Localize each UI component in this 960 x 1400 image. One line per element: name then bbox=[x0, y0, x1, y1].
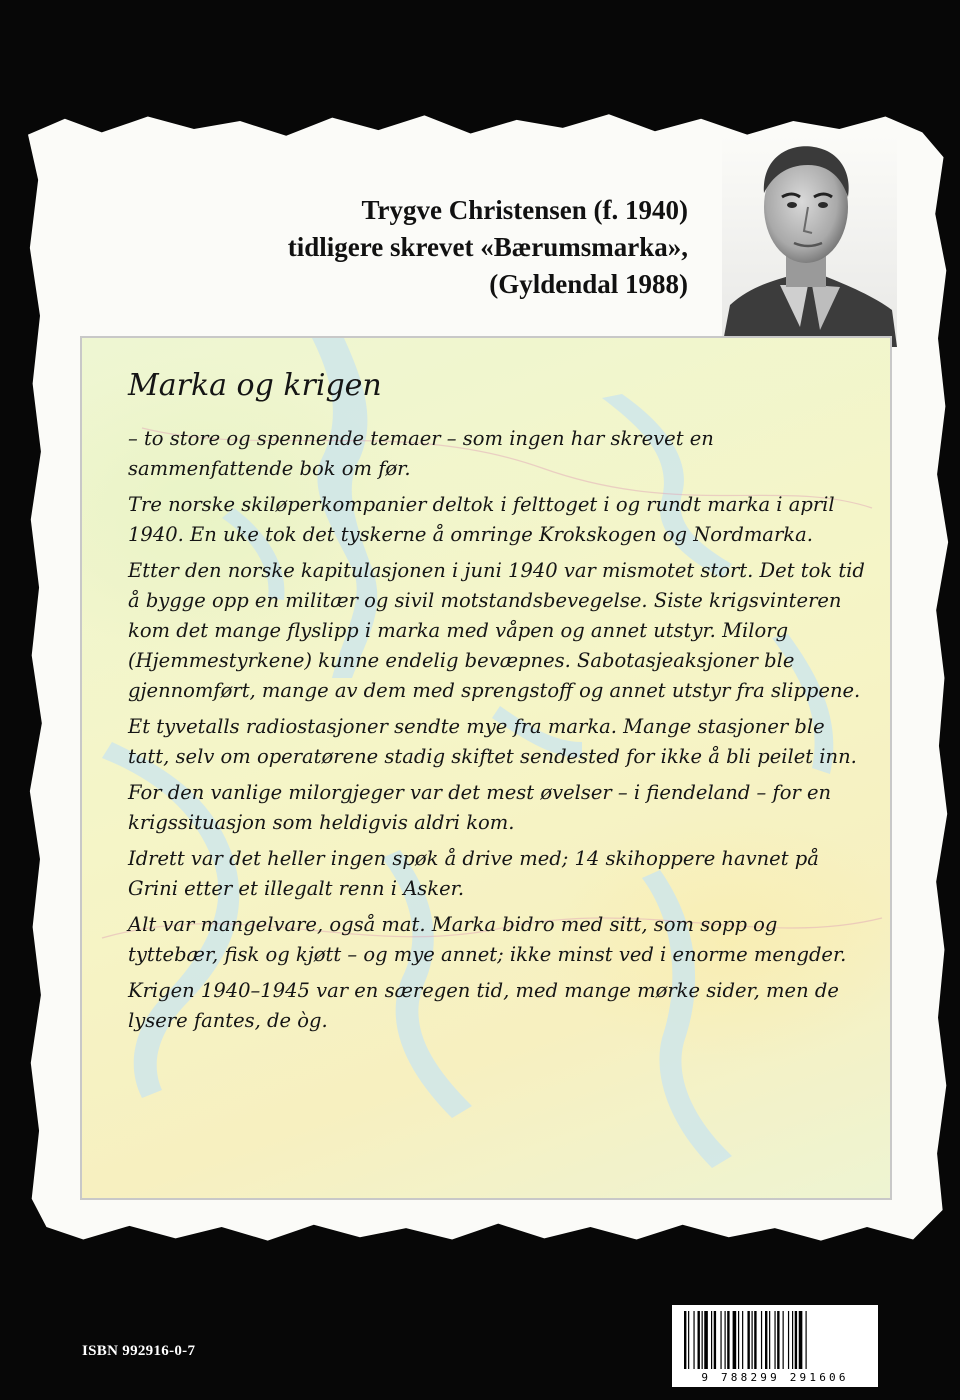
blurb-paragraph-4: Et tyvetalls radiostasjoner sendte mye fra marka. Mange stasjoner ble tatt, selv om operatørene stadig skiftet sendested for ikke å bli peilet inn. bbox=[128, 715, 857, 768]
author-line-previous-work: tidligere skrevet «Bærumsmarka», bbox=[287, 232, 688, 262]
blurb-paragraph-2: Tre norske skiløperkompanier deltok i felttoget i og rundt marka i april 1940. En uke tok det tyskerne å omringe Krokskogen og Nordmarka. bbox=[128, 493, 835, 546]
barcode-digits: 9 788299 291606 bbox=[701, 1371, 849, 1384]
blurb-text bbox=[128, 366, 868, 1042]
blurb-paragraph-1: – to store og spennende temaer – som ingen har skrevet en sammenfattende bok om før. bbox=[128, 427, 714, 480]
blurb-heading: Marka og krigen bbox=[128, 368, 382, 403]
blurb-paragraph-3: Etter den norske kapitulasjonen i juni 1940 var mismotet stort. Det tok tid å bygge opp en militær og sivil motstandsbevegelse. Siste krigsvinteren kom det mange flyslipp i marka med våpen og annet utstyr. Milorg (Hjemmestyrkene) kunne endelig bevæpnes. Sabotasjeaksjoner ble gjennomført, mange av dem med sprengstoff og annet utstyr fra slippene. bbox=[128, 559, 865, 702]
author-line-publisher: (Gyldendal 1988) bbox=[489, 269, 688, 299]
barcode bbox=[672, 1305, 878, 1387]
map-background-panel bbox=[80, 336, 892, 1200]
barcode-bars bbox=[672, 1305, 878, 1373]
blurb-paragraph-6: Idrett var det heller ingen spøk å drive med; 14 skihoppere havnet på Grini etter et illegalt renn i Asker. bbox=[128, 847, 819, 900]
isbn-label: ISBN 992916-0-7 bbox=[82, 1343, 196, 1359]
author-line-name: Trygve Christensen (f. 1940) bbox=[361, 195, 688, 225]
author-photo bbox=[722, 135, 897, 347]
blurb-paragraph-7: Alt var mangelvare, også mat. Marka bidro med sitt, som sopp og tyttebær, fisk og kjøtt – og mye annet; ikke minst ved i enorme mengder. bbox=[128, 913, 847, 966]
author-info bbox=[288, 192, 688, 303]
blurb-paragraph-5: For den vanlige milorgjeger var det mest øvelser – i fiendeland – for en krigssituasjon som heldigvis aldri kom. bbox=[128, 781, 832, 834]
blurb-paragraph-8: Krigen 1940–1945 var en særegen tid, med mange mørke sider, men de lysere fantes, de òg. bbox=[128, 979, 839, 1032]
